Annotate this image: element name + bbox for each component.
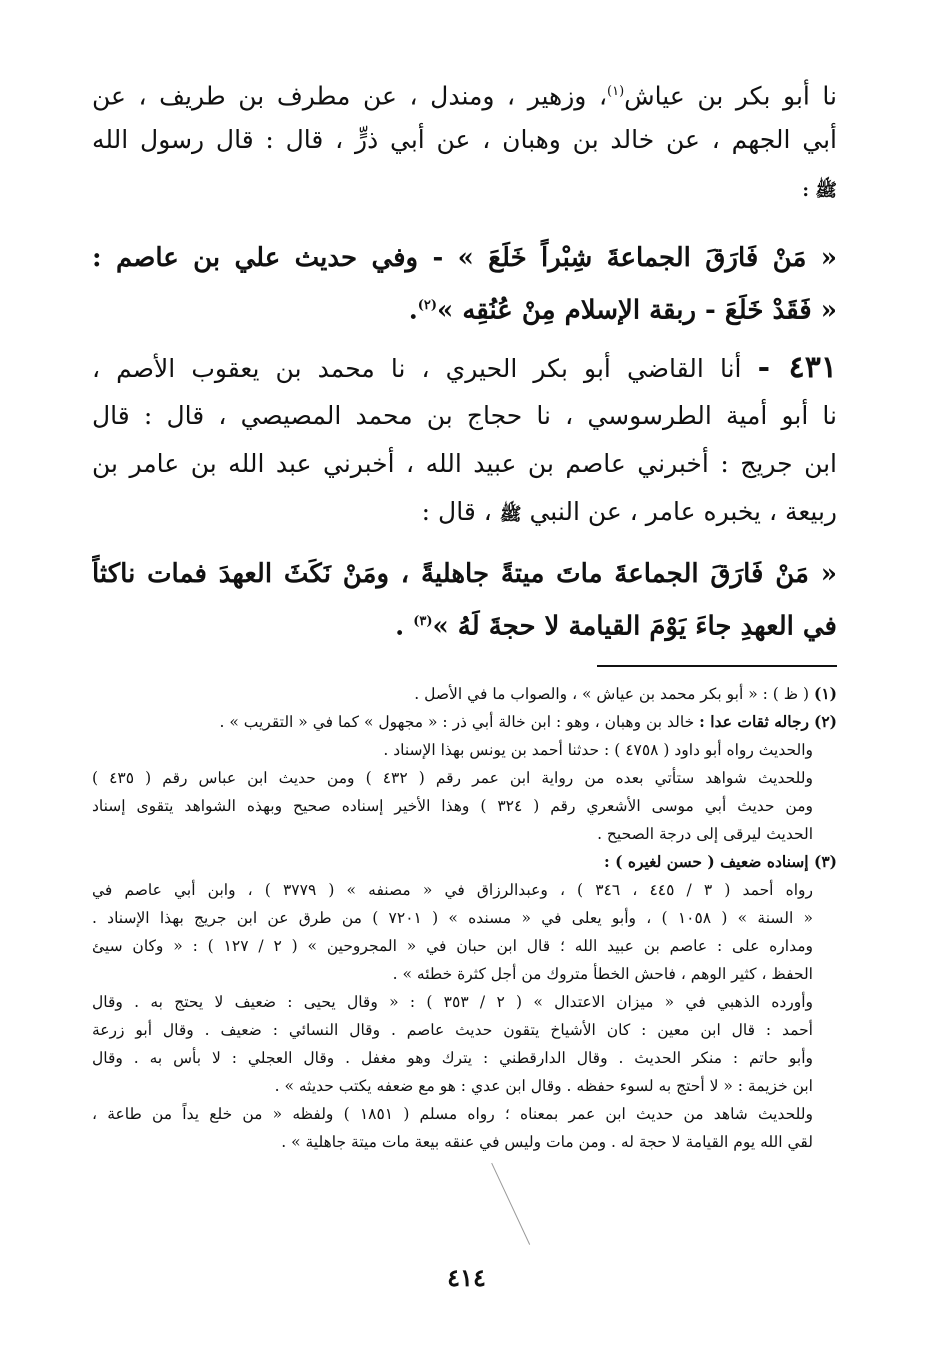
honorific-glyph: ﷺ : [802, 180, 837, 201]
text-line [92, 440, 837, 488]
footnote-ref-2: (٢) [417, 298, 438, 313]
main-text [92, 68, 837, 646]
footnote-line [92, 1072, 837, 1100]
hadith-line [92, 550, 837, 598]
spacer [92, 536, 837, 550]
footnote-line [92, 792, 837, 820]
text-line [92, 344, 837, 392]
footnote-text: ابن خزيمة : « لا أحتج به لسوء حفظه . وقال ابن عدي : هو مع ضعفه يكتب حديثه » . [274, 1077, 813, 1095]
footnote-heading: رجاله ثقات عدا : [699, 712, 810, 731]
footnote-line [92, 876, 837, 904]
text-span: ربيعة ، يخبره عامر ، عن النبي [529, 497, 837, 526]
footnote-2-head [92, 708, 837, 736]
footnote-text: خالد بن وهبان ، وهو : ابن خالة أبي ذر : « مجهول » كما في « التقريب » . [219, 713, 695, 731]
hadith-line [92, 282, 837, 330]
text-line [92, 488, 837, 536]
footnote-label: (١) [813, 684, 837, 703]
footnote-label: (٢) [813, 712, 837, 731]
hadith-line [92, 598, 837, 646]
text-span: أنا القاضي أبو بكر الحيري ، نا محمد بن يعقوب الأصم ، [92, 354, 742, 383]
hadith-text: « مَنْ فَارَقَ الجماعةَ ماتَ ميتةً جاهليةً ، ومَنْ نَكَثَ العهدَ فمات ناكثاً [92, 559, 837, 589]
footnote-text: الحديث ليرقى إلى درجة الصحيح . [597, 825, 813, 843]
footnote-text: والحديث رواه أبو داود ( ٤٧٥٨ ) : حدثنا أحمد بن يونس بهذا الإسناد . [383, 741, 813, 759]
footnote-text: وأورده الذهبي في « ميزان الاعتدال » ( ٢ / ٣٥٣ ) : « وقال يحيى : ضعيف لا يحتج به . وقال [92, 993, 814, 1011]
hadith-text: « فَقَدْ خَلَعَ - ربقة الإسلام مِنْ عُنُقِه » [437, 295, 837, 326]
footnote-text: رواه أحمد ( ٣ / ٤٤٥ ، ٣٤٦ ) ، وعبدالرزاق في « مصنفه » ( ٣٧٧٩ ) ، وابن أبي عاصم في [92, 881, 813, 899]
footnote-label: (٣) [813, 852, 837, 871]
footnote-1 [92, 680, 837, 708]
hadith-line [92, 234, 837, 282]
page-number: ٤١٤ [447, 1263, 486, 1292]
text-line [92, 68, 837, 116]
footnote-text: « السنة » ( ١٠٥٨ ) ، وأبو يعلى في « مسنده » ( ٧٢٠١ ) من طرق عن ابن جريج بهذا الإسناد . [92, 909, 813, 927]
text-span: نا أبو بكر بن عياش [624, 81, 837, 111]
hadith-number: ٤٣١ - [757, 350, 837, 385]
footnote-line [92, 736, 837, 764]
footnote-line [92, 1128, 837, 1156]
honorific-glyph: ﷺ [499, 504, 522, 525]
footnote-heading: إسناده ضعيف ( حسن لغيره ) : [603, 852, 809, 871]
text-line [92, 392, 837, 440]
footnote-text: ومن حديث أبي موسى الأشعري رقم ( ٣٢٤ ) وهذا الأخير إسناده صحيح وبهذه الشواهد يتقوى إسناد [92, 797, 813, 815]
footnote-text: ومداره على : عاصم بن عبيد الله ؛ قال ابن حبان في « المجروحين » ( ٢ / ١٢٧ ) : « وكان سيئ [92, 937, 813, 955]
footnote-line [92, 820, 837, 848]
footnote-text: وأبو حاتم : منكر الحديث . وقال الدارقطني : يترك وهو مغفل . وقال العجلي : لا بأس به . وقال [92, 1049, 813, 1067]
period: . [395, 611, 405, 642]
footnote-ref-1: (١) [607, 84, 625, 99]
footnote-text: وللحديث شاهد من حديث ابن عمر بمعناه ؛ رواه مسلم ( ١٨٥١ ) ولفظه « من خلع يداً من طاعة ، [92, 1105, 813, 1123]
footnote-line [92, 1016, 837, 1044]
footnote-text: أحمد : قال ابن معين : كان الأشياخ يتقون حديث عاصم . وقال النسائي : ضعيف . وقال أبو زرعة [92, 1021, 813, 1039]
footnote-text: ( ظ ) : « أبو بكر محمد بن عياش » ، والصواب ما في الأصل . [414, 685, 810, 703]
footnote-ref-3: (٣) [413, 614, 433, 629]
hadith-text: « مَنْ فَارَقَ الجماعةَ شِبْراً خَلَعَ » - وفي حديث علي بن عاصم : [92, 243, 837, 273]
footnote-line [92, 1044, 837, 1072]
footnotes [92, 680, 837, 1156]
text-line [92, 164, 837, 212]
scan-pen-mark [491, 1161, 534, 1245]
text-span: أبي الجهم ، عن خالد بن وهبان ، عن أبي ذرٍّ ، قال : قال رسول الله [92, 125, 837, 154]
footnote-line [92, 1100, 837, 1128]
text-span: ، قال : [421, 497, 492, 526]
spacer [92, 330, 837, 344]
footnote-line [92, 904, 837, 932]
text-line [92, 116, 837, 164]
period: . [408, 295, 418, 326]
footnote-line [92, 932, 837, 960]
footnote-text: الحفظ ، كثير الوهم ، فاحش الخطأ متروك من أجل كثرة خطئه » . [392, 965, 813, 983]
text-span: نا أبو أمية الطرسوسي ، نا حجاج بن محمد المصيصي ، قال : قال [92, 401, 837, 430]
spacer [92, 212, 837, 234]
text-span: ابن جريج : أخبرني عاصم بن عبيد الله ، أخبرني عبد الله بن عامر بن [92, 449, 837, 478]
footnote-line [92, 960, 837, 988]
text-span: ، وزهير ، ومندل ، عن مطرف بن طريف ، عن [92, 81, 608, 111]
footnote-3-head [92, 848, 837, 876]
footnote-text: لقي الله يوم القيامة لا حجة له . ومن مات وليس في عنقه بيعة مات ميتة جاهلية » . [281, 1133, 813, 1151]
footnote-line [92, 988, 837, 1016]
hadith-text: في العهدِ جاءَ يَوْمَ القيامة لا حجةَ لَهُ » [432, 611, 837, 642]
footnote-line [92, 764, 837, 792]
footnote-text: وللحديث شواهد ستأتي بعده من رواية ابن عمر رقم ( ٤٣٢ ) ومن حديث ابن عباس رقم ( ٤٣٥ ) [92, 769, 813, 787]
footnote-separator [597, 665, 837, 667]
